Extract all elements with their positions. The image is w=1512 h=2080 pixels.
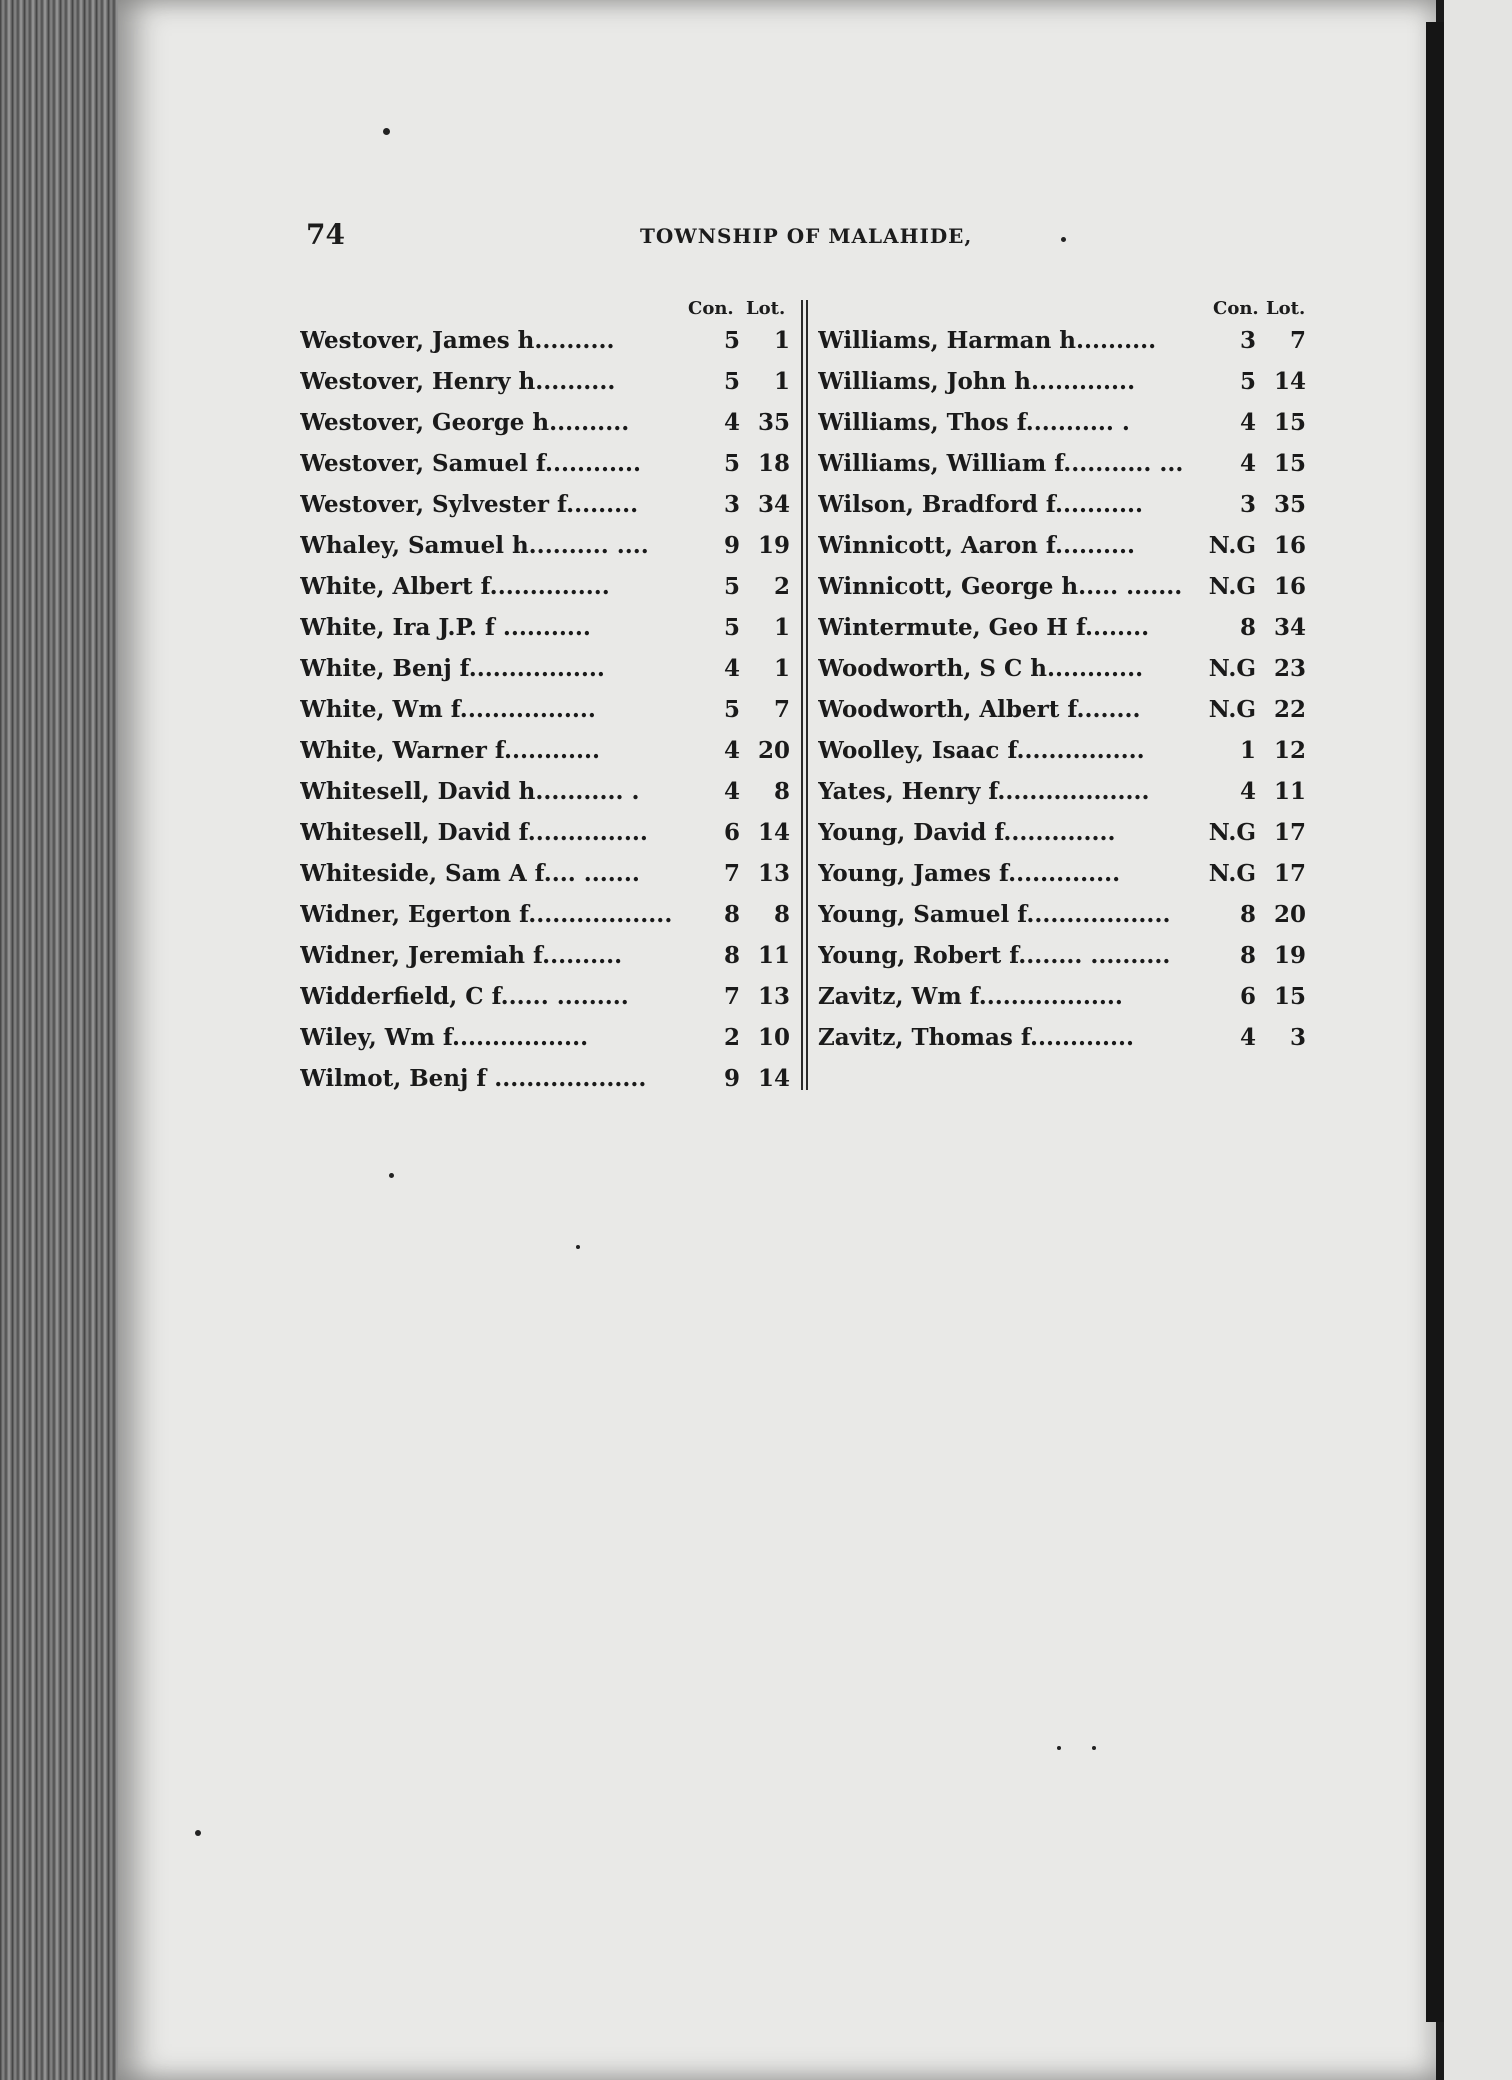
directory-row — [300, 443, 790, 484]
concession-value: N.G — [1208, 819, 1256, 846]
concession-value: 6 — [1239, 983, 1256, 1010]
directory-row — [818, 894, 1306, 935]
lot-value: 35 — [757, 409, 790, 436]
running-title: TOWNSHIP OF MALAHIDE, — [640, 224, 973, 248]
resident-entry: Williams, Harman h.......... — [818, 327, 1157, 354]
lot-value: 15 — [1273, 983, 1306, 1010]
right-con-header: Con. — [1213, 298, 1259, 319]
resident-entry: Young, Robert f........ .......... — [818, 942, 1171, 969]
lot-value: 13 — [757, 983, 790, 1010]
lot-value: 17 — [1273, 860, 1306, 887]
concession-value: 5 — [1239, 368, 1256, 395]
resident-entry: Williams, William f........... ... — [818, 450, 1184, 477]
concession-value: 8 — [723, 942, 740, 969]
resident-entry: Williams, John h............. — [818, 368, 1136, 395]
concession-value: 8 — [1239, 614, 1256, 641]
lot-value: 19 — [1273, 942, 1306, 969]
concession-value: 5 — [723, 450, 740, 477]
concession-value: 8 — [1239, 942, 1256, 969]
concession-value: N.G — [1208, 860, 1256, 887]
page-number: 74 — [306, 218, 345, 251]
resident-entry: Young, David f.............. — [818, 819, 1116, 846]
concession-value: 2 — [723, 1024, 740, 1051]
concession-value: 9 — [723, 532, 740, 559]
directory-row — [818, 607, 1306, 648]
page-header — [300, 214, 1160, 254]
directory-row — [300, 320, 790, 361]
left-column — [300, 320, 790, 1099]
concession-value: 5 — [723, 368, 740, 395]
resident-entry: Williams, Thos f........... . — [818, 409, 1130, 436]
lot-value: 2 — [773, 573, 790, 600]
lot-value: 23 — [1273, 655, 1306, 682]
concession-value: N.G — [1208, 532, 1256, 559]
directory-row — [818, 443, 1306, 484]
directory-row — [300, 484, 790, 525]
lot-value: 22 — [1273, 696, 1306, 723]
resident-entry: Whitesell, David h........... . — [300, 778, 640, 805]
resident-entry: Widner, Egerton f.................. — [300, 901, 673, 928]
resident-entry: Young, James f.............. — [818, 860, 1121, 887]
column-divider — [801, 300, 808, 1090]
resident-entry: Westover, Henry h.......... — [300, 368, 616, 395]
concession-value: 7 — [723, 860, 740, 887]
concession-value: 7 — [723, 983, 740, 1010]
lot-value: 11 — [1273, 778, 1306, 805]
concession-value: 4 — [1239, 1024, 1256, 1051]
lot-value: 12 — [1273, 737, 1306, 764]
directory-row — [818, 361, 1306, 402]
resident-entry: White, Wm f................. — [300, 696, 596, 723]
directory-row — [300, 812, 790, 853]
lot-value: 7 — [1289, 327, 1306, 354]
resident-entry: Westover, James h.......... — [300, 327, 615, 354]
next-page-strip — [1444, 0, 1512, 2080]
concession-value: 4 — [1239, 409, 1256, 436]
concession-value: 5 — [723, 696, 740, 723]
directory-row — [818, 935, 1306, 976]
lot-value: 11 — [757, 942, 790, 969]
print-speck — [195, 1830, 201, 1836]
book-binding-shadow — [1426, 22, 1444, 2022]
concession-value: 8 — [723, 901, 740, 928]
concession-value: 4 — [1239, 778, 1256, 805]
lot-value: 1 — [773, 368, 790, 395]
directory-row — [818, 648, 1306, 689]
lot-value: 8 — [773, 778, 790, 805]
resident-entry: Woodworth, S C h............ — [818, 655, 1144, 682]
directory-row — [818, 689, 1306, 730]
lot-value: 19 — [757, 532, 790, 559]
resident-entry: Westover, Samuel f............ — [300, 450, 642, 477]
concession-value: 1 — [1239, 737, 1256, 764]
concession-value: 4 — [1239, 450, 1256, 477]
directory-row — [300, 1017, 790, 1058]
lot-value: 20 — [1273, 901, 1306, 928]
directory-row — [818, 771, 1306, 812]
lot-value: 15 — [1273, 450, 1306, 477]
resident-entry: Winnicott, Aaron f.......... — [818, 532, 1136, 559]
resident-entry: Widderfield, C f...... ......... — [300, 983, 629, 1010]
lot-value: 14 — [757, 819, 790, 846]
concession-value: 4 — [723, 409, 740, 436]
lot-value: 16 — [1273, 573, 1306, 600]
resident-entry: White, Ira J.P. f ........... — [300, 614, 591, 641]
lot-value: 15 — [1273, 409, 1306, 436]
right-column — [818, 320, 1306, 1058]
directory-row — [300, 361, 790, 402]
resident-entry: Wiley, Wm f................. — [300, 1024, 589, 1051]
right-lot-header: Lot. — [1266, 298, 1306, 319]
resident-entry: Zavitz, Thomas f............. — [818, 1024, 1135, 1051]
directory-row — [818, 525, 1306, 566]
directory-row — [300, 1058, 790, 1099]
concession-value: 5 — [723, 573, 740, 600]
lot-value: 16 — [1273, 532, 1306, 559]
left-lot-header: Lot. — [746, 298, 786, 319]
directory-row — [818, 484, 1306, 525]
directory-row — [818, 566, 1306, 607]
concession-value: 3 — [1239, 327, 1256, 354]
lot-value: 13 — [757, 860, 790, 887]
lot-value: 7 — [773, 696, 790, 723]
print-speck — [389, 1173, 394, 1178]
directory-row — [300, 730, 790, 771]
directory-row — [818, 812, 1306, 853]
concession-value: 5 — [723, 614, 740, 641]
lot-value: 1 — [773, 614, 790, 641]
directory-row — [300, 935, 790, 976]
lot-value: 20 — [757, 737, 790, 764]
concession-value: 4 — [723, 778, 740, 805]
book-page-edges — [0, 0, 128, 2080]
resident-entry: White, Albert f............... — [300, 573, 610, 600]
directory-row — [300, 771, 790, 812]
lot-value: 10 — [757, 1024, 790, 1051]
resident-entry: Whaley, Samuel h.......... .... — [300, 532, 649, 559]
resident-entry: Zavitz, Wm f.................. — [818, 983, 1123, 1010]
resident-entry: Winnicott, George h..... ....... — [818, 573, 1183, 600]
resident-entry: Wilson, Bradford f........... — [818, 491, 1144, 518]
concession-value: 5 — [723, 327, 740, 354]
directory-row — [300, 853, 790, 894]
print-speck — [1092, 1746, 1096, 1750]
lot-value: 17 — [1273, 819, 1306, 846]
concession-value: N.G — [1208, 655, 1256, 682]
lot-value: 1 — [773, 327, 790, 354]
resident-entry: Wintermute, Geo H f........ — [818, 614, 1150, 641]
resident-entry: Woolley, Isaac f................ — [818, 737, 1145, 764]
directory-row — [818, 730, 1306, 771]
directory-row — [818, 1017, 1306, 1058]
directory-row — [300, 525, 790, 566]
left-con-header: Con. — [688, 298, 734, 319]
directory-row — [818, 853, 1306, 894]
lot-value: 35 — [1273, 491, 1306, 518]
print-speck — [1057, 1746, 1061, 1750]
concession-value: 4 — [723, 737, 740, 764]
directory-row — [818, 402, 1306, 443]
directory-row — [300, 689, 790, 730]
concession-value: 8 — [1239, 901, 1256, 928]
concession-value: 9 — [723, 1065, 740, 1092]
resident-entry: Widner, Jeremiah f.......... — [300, 942, 623, 969]
lot-value: 8 — [773, 901, 790, 928]
directory-row — [300, 894, 790, 935]
resident-entry: White, Warner f............ — [300, 737, 601, 764]
concession-value: 4 — [723, 655, 740, 682]
resident-entry: Whitesell, David f............... — [300, 819, 648, 846]
lot-value: 1 — [773, 655, 790, 682]
directory-row — [300, 648, 790, 689]
concession-value: N.G — [1208, 696, 1256, 723]
lot-value: 14 — [1273, 368, 1306, 395]
resident-entry: Young, Samuel f.................. — [818, 901, 1171, 928]
lot-value: 14 — [757, 1065, 790, 1092]
concession-value: N.G — [1208, 573, 1256, 600]
directory-row — [818, 320, 1306, 361]
directory-row — [300, 402, 790, 443]
directory-row — [300, 976, 790, 1017]
lot-value: 34 — [1273, 614, 1306, 641]
concession-value: 3 — [1239, 491, 1256, 518]
concession-value: 3 — [723, 491, 740, 518]
resident-entry: White, Benj f................. — [300, 655, 605, 682]
resident-entry: Woodworth, Albert f........ — [818, 696, 1141, 723]
resident-entry: Yates, Henry f................... — [818, 778, 1150, 805]
lot-value: 3 — [1289, 1024, 1306, 1051]
lot-value: 18 — [757, 450, 790, 477]
resident-entry: Westover, Sylvester f......... — [300, 491, 639, 518]
lot-value: 34 — [757, 491, 790, 518]
concession-value: 6 — [723, 819, 740, 846]
directory-row — [300, 607, 790, 648]
resident-entry: Whiteside, Sam A f.... ....... — [300, 860, 640, 887]
resident-entry: Wilmot, Benj f ................... — [300, 1065, 647, 1092]
print-speck — [576, 1245, 580, 1249]
directory-row — [818, 976, 1306, 1017]
print-speck — [383, 128, 390, 135]
directory-row — [300, 566, 790, 607]
resident-entry: Westover, George h.......... — [300, 409, 630, 436]
